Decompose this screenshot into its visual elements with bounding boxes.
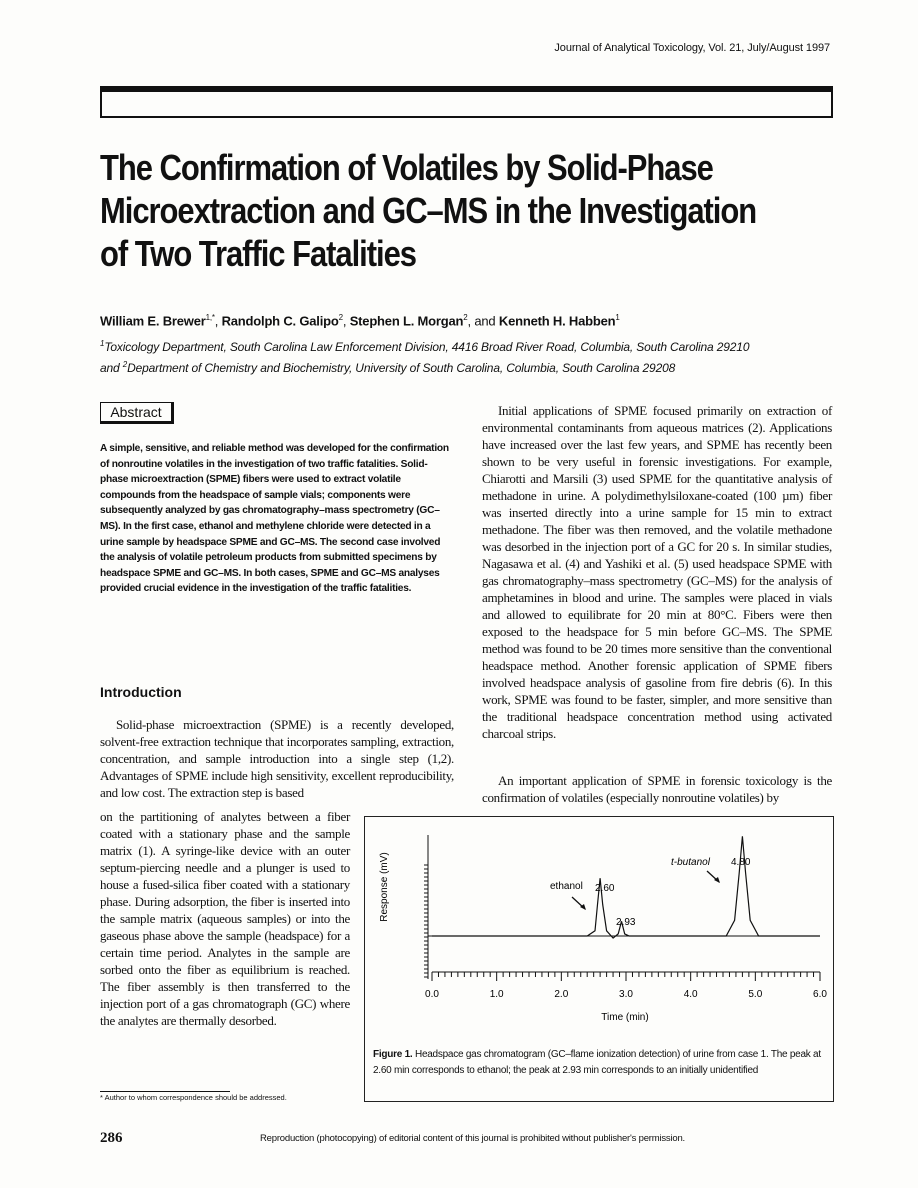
affiliation-mark: 1 — [100, 339, 105, 348]
author-name: Stephen L. Morgan — [349, 313, 464, 329]
journal-header: Journal of Analytical Toxicology, Vol. 21, July/August 1997 — [554, 42, 830, 54]
peak-value-t-butanol: 4.80 — [731, 857, 751, 868]
body-paragraph: An important application of SPME in forensic toxicology is the confirmation of volatiles (especially nonroutine volatiles) by — [482, 773, 832, 805]
title-line: Microextraction and GC–MS in the Investigation — [100, 190, 757, 231]
x-tick-label: 3.0 — [619, 989, 633, 1000]
body-paragraph: Initial applications of SPME focused primarily on extraction of environmental contaminants from aqueous matrices (2). Applications have increased over the last few years, and SPME has recently been shown to be very useful in forensic investigations. For example, Chiarotti and Marsili (3) used SPME for the quantitative analysis of methadone in urine. A polydimethylsiloxane-coated (100 µm) fiber was inserted directly into a urine sample for 15 min to extract methadone. The fiber was then removed, and the volatile methadone was desorbed in the injection port of a GC for 20 s. In similar studies, Nagasawa et al. (4) and Yashiki et al. (5) used headspace SPME with gas chromatography–mass spectrometry (GC–MS) for the analysis of amphetamines in blood and urine. The samples were placed in vials and allowed to equilibrate for 20 min at 80°C. Fibers were then exposed to the headspace for 5 min before GC–MS. The SPME method was found to be 20 times more sensitive than the conventional headspace method. Another forensic application of SPME fibers involved headspace analysis of gasoline from fire debris (6). In this work, SPME was found to be faster, simpler, and more sensitive than the traditional headspace concentration method using activated charcoal strips. — [482, 403, 832, 741]
body-paragraph: on the partitioning of analytes between a fiber coated with a stationary phase and the sample matrix (1). A syringe-like device with an outer septum-piercing needle and a plunger is used to house a fused-silica fiber coated with a stationary phase. During adsorption, the fiber is inserted into the sample matrix (aqueous samples) or into the gaseous phase above the sample (headspace) for a certain time period. Analytes in the sample are sorbed onto the fiber as equilibrium is reached. The fiber assembly is then transferred to the injection port of a gas chromatograph (GC) where the analytes are thermally desorbed. — [100, 809, 350, 1028]
section-heading-introduction: Introduction — [100, 684, 182, 700]
footnote: * Author to whom correspondence should be addressed. — [100, 1093, 287, 1102]
abstract-body: A simple, sensitive, and reliable method was developed for the confirmation of nonroutine volatiles in the investigation of two traffic fatalities. Solid-phase microextraction (SPME) fibers were used to extract volatile compounds from the headspace of sample vials; components were subsequently analyzed by gas chromatography–mass spectrometry (GC–MS). In the first case, ethanol and methylene chloride were detected in a urine sample by headspace SPME and GC–MS. The second case involved the analysis of volatile petroleum products from submitted specimens by headspace SPME and GC–MS. In both cases, SPME and GC–MS analyses provided crucial evidence in the investigation of the traffic fatalities. — [100, 443, 449, 595]
title-line: of Two Traffic Fatalities — [100, 233, 416, 274]
abstract-heading: Abstract — [100, 402, 174, 424]
x-tick-label: 0.0 — [425, 989, 439, 1000]
figure-caption — [373, 1047, 825, 1079]
footnote-rule — [100, 1091, 230, 1092]
author-name: William E. Brewer — [100, 313, 206, 329]
y-axis-label — [379, 852, 390, 921]
article-title — [100, 146, 757, 275]
figure-1 — [364, 816, 834, 1102]
chromatogram-chart — [365, 817, 833, 1047]
affiliation-prefix: and — [100, 361, 123, 375]
x-axis-tick-labels — [425, 989, 827, 1000]
figure-caption-text: Headspace gas chromatogram (GC–flame ionization detection) of urine from case 1. The peak at 2.60 min corresponds to ethanol; the peak at 2.93 min corresponds to an initially unidentified — [373, 1049, 821, 1076]
peak-label-t-butanol: t-butanol — [671, 857, 710, 868]
affiliation-text: Toxicology Department, South Carolina Law Enforcement Division, 4416 Broad River Road, Columbia, South Carolina 29210 — [104, 340, 750, 354]
title-line: The Confirmation of Volatiles by Solid-Phase — [100, 147, 713, 188]
affiliation — [100, 335, 840, 356]
author-separator: , and — [467, 313, 499, 329]
body-paragraph: Solid-phase microextraction (SPME) is a recently developed, solvent-free extraction technique that incorporates sampling, extraction, concentration, and sample introduction into a single step (1,2). Advantages of SPME include high sensitivity, excellent reproducibility, and low cost. The extraction step is based — [100, 717, 454, 800]
author-list — [100, 313, 840, 328]
author-name: Randolph C. Galipo — [221, 313, 339, 329]
author-affiliation-mark: 1,* — [205, 313, 215, 322]
page-number: 286 — [100, 1130, 123, 1146]
y-axis-ticks — [424, 865, 428, 977]
x-tick-label: 2.0 — [554, 989, 569, 1000]
author-affiliation-mark: 1 — [615, 313, 620, 322]
x-axis-title: Time (min) — [601, 1012, 649, 1023]
header-rule-box — [100, 86, 833, 118]
figure-caption-label: Figure 1. — [373, 1049, 413, 1060]
affiliation — [100, 356, 840, 377]
peak-label-ethanol: ethanol — [550, 881, 583, 892]
x-tick-label: 1.0 — [489, 989, 504, 1000]
author-affiliation-mark: 2 — [463, 313, 468, 322]
x-axis-minor-ticks — [432, 972, 820, 981]
affiliation-text: Department of Chemistry and Biochemistry, University of South Carolina, Columbia, South Carolina 29208 — [127, 361, 676, 375]
copyright-notice: Reproduction (photocopying) of editorial content of this journal is prohibited without publisher's permission. — [260, 1133, 685, 1144]
x-tick-label: 6.0 — [813, 989, 827, 1000]
x-tick-label: 4.0 — [683, 989, 698, 1000]
affiliation-list — [100, 335, 840, 377]
author-separator: , — [342, 313, 350, 329]
author-separator: , — [214, 313, 222, 329]
peak-label-2-93: 2.93 — [616, 917, 636, 928]
peak-value-ethanol: 2.60 — [595, 883, 615, 894]
author-name: Kenneth H. Habben — [498, 313, 616, 329]
y-axis-title: Response (mV) — [379, 852, 390, 922]
affiliation-mark: 2 — [122, 360, 128, 369]
author-affiliation-mark: 2 — [338, 313, 343, 322]
x-tick-label: 5.0 — [748, 989, 763, 1000]
